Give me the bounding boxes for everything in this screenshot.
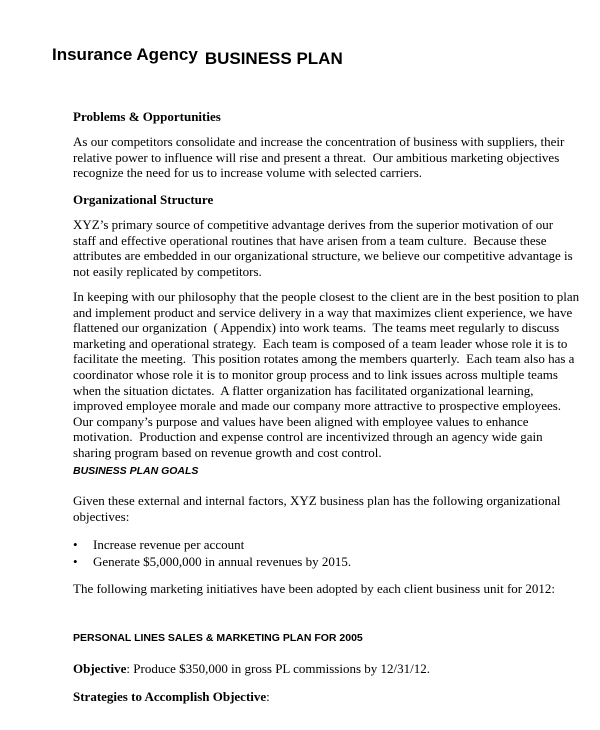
org-heading: Organizational Structure [73,192,214,207]
goals-heading: BUSINESS PLAN GOALS [73,465,199,477]
title-prefix: Insurance Agency [52,45,198,64]
list-item [73,537,553,554]
text-line: coordinator whose role it is to monitor group process and to link issues across multiple teams [73,366,558,382]
objective-line [73,661,553,677]
objective-label: Objective [73,661,127,676]
title-main: BUSINESS PLAN [204,49,343,68]
goals-intro [73,493,561,524]
text-line: attributes are embedded in our organizational structure, we believe our competitive advantage is [73,248,573,264]
text-line: not easily replicated by competitors. [73,263,262,279]
list-item-text: Generate $5,000,000 in annual revenues by 2015. [93,554,352,569]
strategies-label: Strategies to Accomplish Objective [73,689,267,704]
text-line: marketing and operational strategy. Each team is composed of a team leader whose role it is to [73,335,568,351]
personal-lines-heading: PERSONAL LINES SALES & MARKETING PLAN FOR 2005 [73,632,363,644]
goals-after-text: The following marketing initiatives have been adopted by each client business unit for 2012: [73,581,555,596]
text-line: recognize the need for us to increase volume with selected carriers. [73,165,423,181]
org-paragraph-2 [73,289,580,461]
document-title [52,45,343,68]
goals-bullet-list [73,537,553,571]
text-line: Our company’s purpose and values have been aligned with employee values to enhance [73,413,529,429]
text-line: sharing program based on revenue growth and cost control. [73,444,382,460]
text-line: and implement product and service delivery in a way that maximizes client experience, we have [73,304,573,320]
text-line: XYZ’s primary source of competitive advantage derives from the superior motivation of our [73,217,554,232]
objective-text: : Produce $350,000 in gross PL commissions by 12/31/12. [126,661,430,676]
bullet-icon: • [73,554,78,569]
text-line: flattened our organization ( Appendix) into work teams. The teams meet regularly to discuss [73,320,560,336]
text-line: improved employee morale and made our company more attractive to prospective employees. [73,398,562,414]
strategies-colon: : [266,689,270,704]
problems-paragraph [73,134,565,181]
text-line: As our competitors consolidate and increase the concentration of business with suppliers, their [73,134,565,149]
text-line: In keeping with our philosophy that the people closest to the client are in the best position to plan [73,289,580,304]
text-line: facilitate the meeting. This position rotates among the members quarterly. Each team also has a [73,351,575,367]
text-line: relative power to influence will rise and present a threat. Our ambitious marketing objectives [73,149,560,165]
text-line: staff and effective operational routines that have arisen from a team culture. Because these [73,232,547,248]
text-line: objectives: [73,508,130,524]
text-line: motivation. Production and expense control are incentivized through an agency wide gain [73,429,543,445]
strategies-line [73,689,553,705]
bullet-icon: • [73,537,78,552]
org-paragraph-1 [73,217,573,279]
list-item-text: Increase revenue per account [93,537,245,552]
list-item [73,554,553,571]
text-line: Given these external and internal factors, XYZ business plan has the following organizational [73,493,561,508]
text-line: when the situation dictates. A flatter organization has facilitated organizational learning, [73,382,534,398]
problems-heading: Problems & Opportunities [73,109,221,124]
